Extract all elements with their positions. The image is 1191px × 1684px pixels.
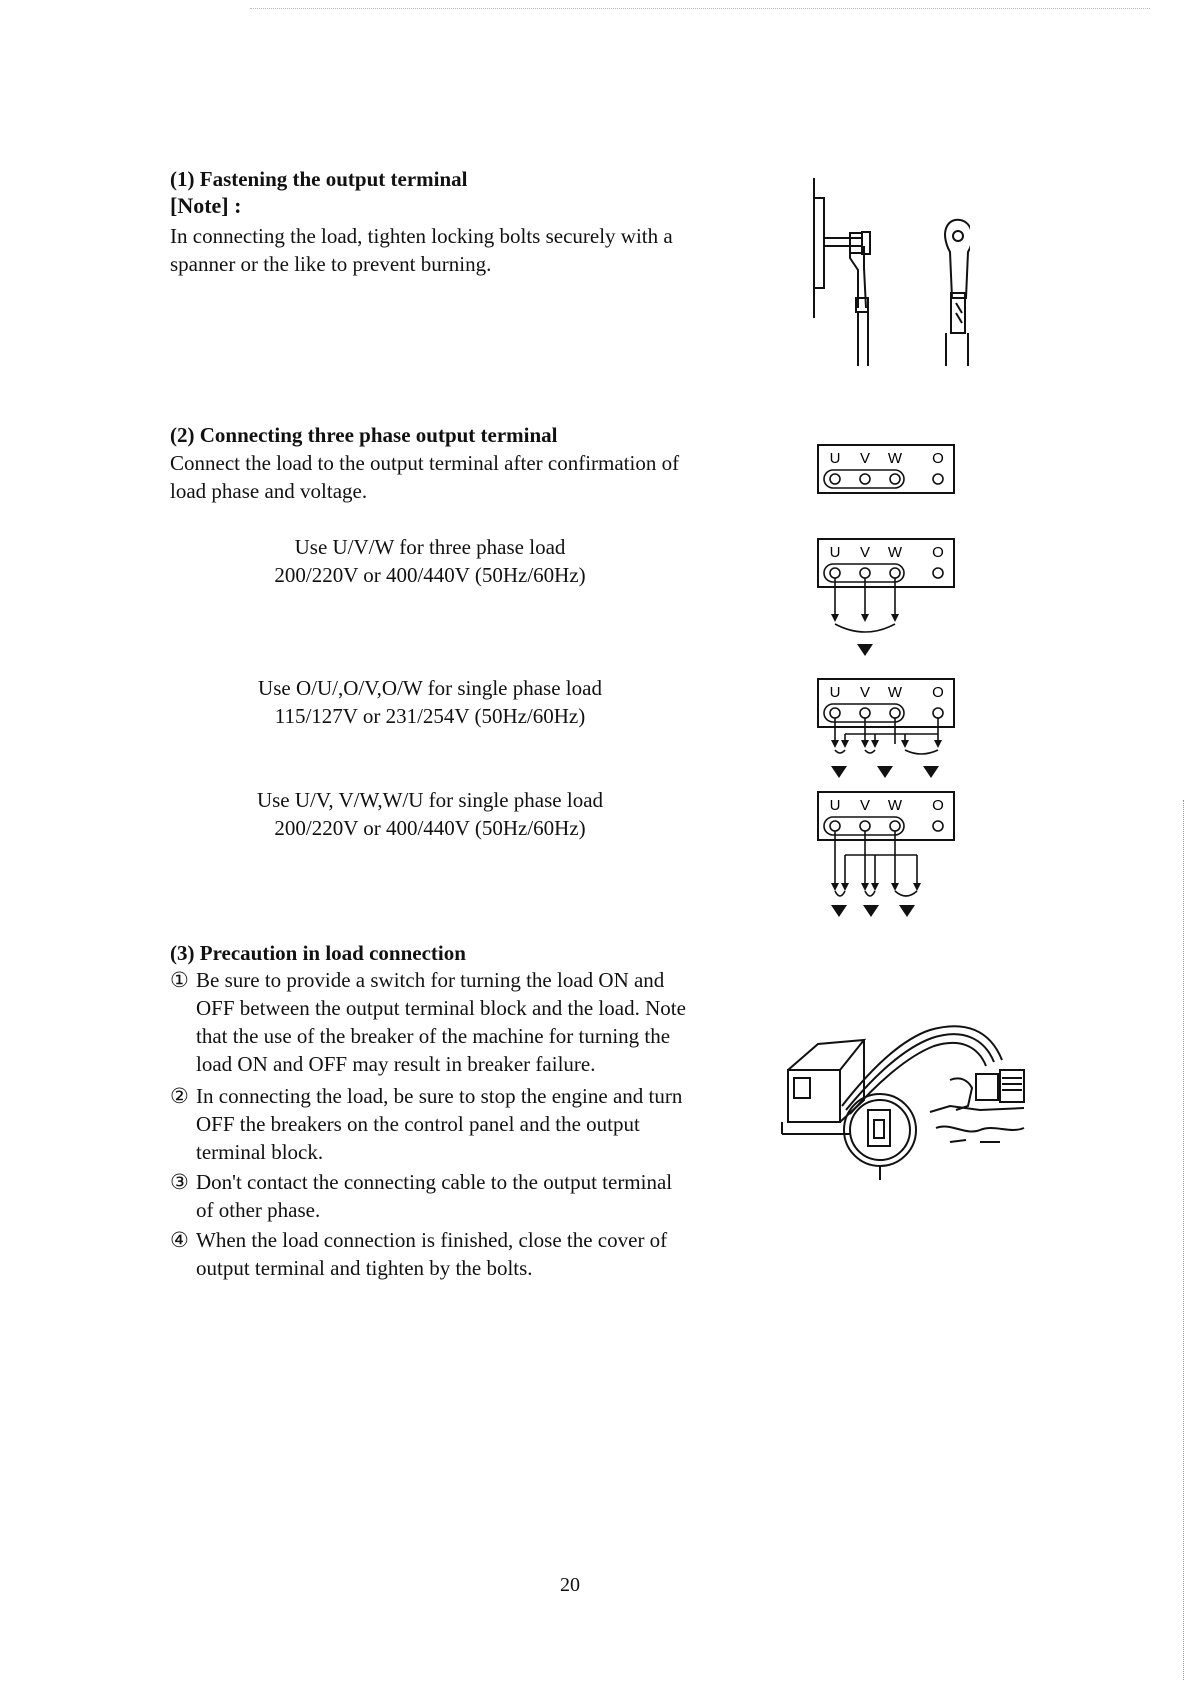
terminal-label-v: V [859, 450, 871, 467]
svg-text:W: W [887, 544, 903, 561]
single-phase-neutral-diagram [817, 678, 957, 788]
svg-text:U: U [829, 797, 841, 814]
section1-body [170, 222, 770, 278]
terminal-label-w: W [887, 450, 903, 467]
text-line: of other phase. [196, 1198, 321, 1222]
section2-heading: (2) Connecting three phase output terminal [170, 423, 558, 447]
item-number: ② [170, 1084, 189, 1108]
precaution-item-3 [170, 1168, 760, 1224]
svg-text:U: U [829, 544, 841, 561]
precaution-item-2 [170, 1082, 760, 1166]
text-line: that the use of the breaker of the machine for turning the [196, 1024, 671, 1048]
terminal-fastening-figure [800, 178, 970, 368]
usage-line: Use U/V/W for three phase load [294, 535, 566, 559]
usage-single-phase-line [200, 786, 660, 842]
section1-heading: (1) Fastening the output terminal [170, 167, 468, 191]
section2-body [170, 449, 790, 505]
svg-text:U: U [829, 684, 841, 701]
text-line: OFF between the output terminal block and the load. Note [196, 996, 686, 1020]
usage-single-phase-neutral [200, 674, 660, 730]
note-label: [Note] : [170, 193, 242, 218]
usage-voltage: 200/220V or 400/440V (50Hz/60Hz) [274, 563, 586, 587]
usage-voltage: 115/127V or 231/254V (50Hz/60Hz) [274, 704, 586, 728]
load-connection-illustration [780, 1010, 1030, 1180]
text-line: Connect the load to the output terminal after confirmation of [170, 451, 680, 475]
terminal-block-diagram [817, 444, 957, 496]
terminal-label-u: U [829, 450, 841, 467]
text-line: Be sure to provide a switch for turning the load ON and [196, 968, 665, 992]
item-number: ③ [170, 1170, 189, 1194]
svg-text:V: V [859, 797, 871, 814]
scan-dotted-edge [250, 8, 1150, 9]
text-line: load phase and voltage. [170, 479, 368, 503]
text-line: load ON and OFF may result in breaker failure. [196, 1052, 596, 1076]
precaution-item-1 [170, 966, 760, 1078]
single-phase-line-diagram [817, 791, 957, 926]
usage-line: Use O/U/,O/V,O/W for single phase load [258, 676, 602, 700]
page-number: 20 [560, 1574, 580, 1596]
three-phase-connection-diagram [817, 538, 957, 658]
svg-text:O: O [932, 797, 944, 814]
text-line: OFF the breakers on the control panel and the output [196, 1112, 640, 1136]
svg-text:V: V [859, 544, 871, 561]
text-line: terminal block. [196, 1140, 324, 1164]
usage-line: Use U/V, V/W,W/U for single phase load [256, 788, 604, 812]
text-line: output terminal and tighten by the bolts. [196, 1256, 533, 1280]
svg-text:W: W [887, 797, 903, 814]
usage-three-phase [200, 533, 660, 589]
precaution-item-4 [170, 1226, 760, 1282]
text-line: In connecting the load, tighten locking bolts securely with a [170, 224, 673, 248]
svg-text:V: V [859, 684, 871, 701]
item-number: ① [170, 968, 189, 992]
text-line: spanner or the like to prevent burning. [170, 252, 492, 276]
text-line: When the load connection is finished, close the cover of [196, 1228, 668, 1252]
usage-voltage: 200/220V or 400/440V (50Hz/60Hz) [274, 816, 586, 840]
section3-heading: (3) Precaution in load connection [170, 941, 466, 965]
svg-text:O: O [932, 684, 944, 701]
terminal-label-o: O [932, 450, 944, 467]
item-number: ④ [170, 1228, 189, 1252]
scan-right-edge [1183, 800, 1184, 1680]
text-line: Don't contact the connecting cable to the output terminal [196, 1170, 673, 1194]
svg-text:W: W [887, 684, 903, 701]
svg-text:O: O [932, 544, 944, 561]
text-line: In connecting the load, be sure to stop the engine and turn [196, 1084, 683, 1108]
